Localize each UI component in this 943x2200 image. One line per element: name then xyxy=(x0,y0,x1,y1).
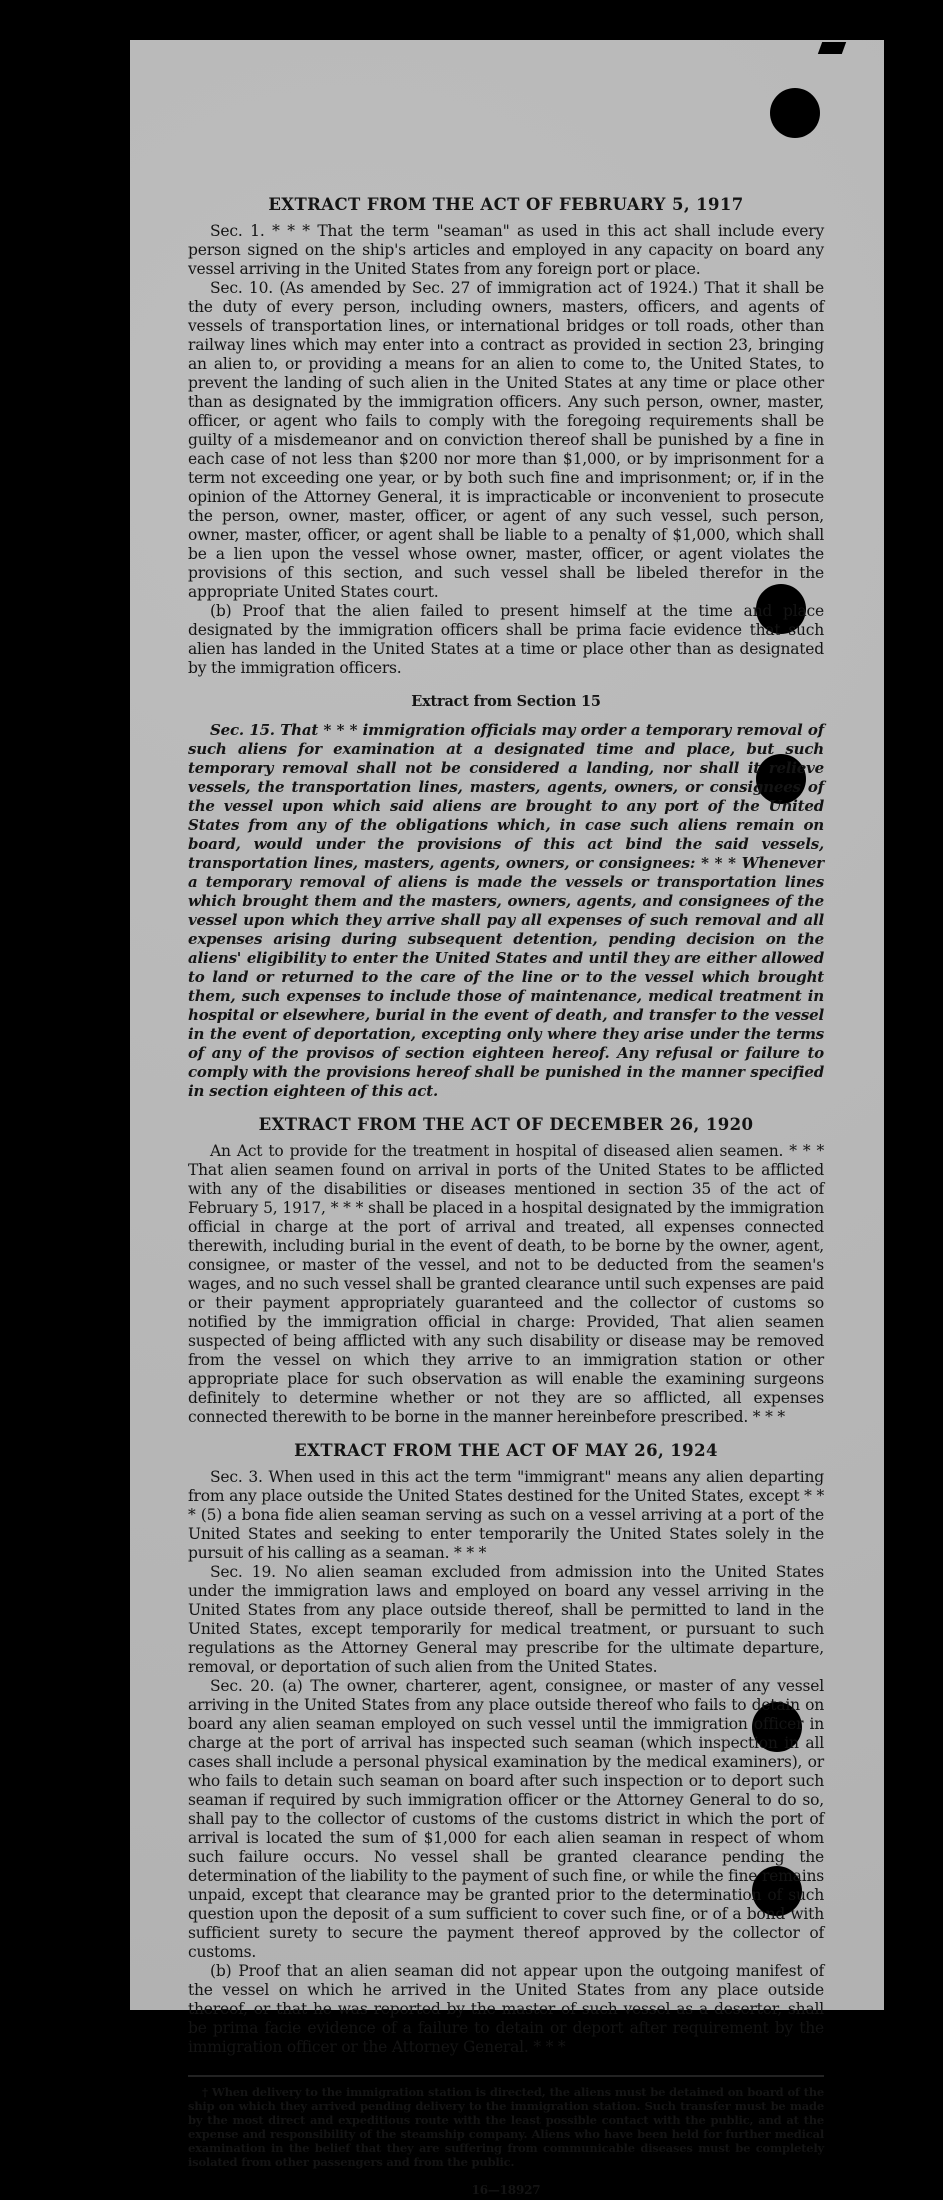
document-page xyxy=(130,40,884,2197)
paragraph: (b) Proof that the alien failed to present himself at the time and place designated by the immigration officers shall be prima facie evidence that such alien has landed in the United States at a time or place other than as designated by the immigration officers. xyxy=(188,602,824,677)
punch-hole-top xyxy=(770,88,820,138)
section-act-1917 xyxy=(188,195,824,678)
paper-tab-mark xyxy=(818,42,846,54)
form-code: 16—18927 xyxy=(471,2183,541,2197)
paragraph: Sec. 10. (As amended by Sec. 27 of immigration act of 1924.) That it shall be the duty of every person, including owners, masters, officers, and agents of vessels of transportation lines, or international bridges or toll roads, other than railway lines which may enter into a contract as provided in section 23, bringing an alien to, or providing a means for an alien to come to, the United States, to prevent the landing of such alien in the United States at any time or place other than as designated by the immigration officers. Any such person, owner, master, officer, or agent who fails to comply with the foregoing requirements shall be guilty of a misdemeanor and on conviction thereof shall be punished by a fine in each case of not less than $200 nor more than $1,000, or by imprisonment for a term not exceeding one year, or by both such fine and imprisonment; or, if in the opinion of the Attorney General, it is impracticable or inconvenient to prosecute the person, owner, master, officer, or agent of any such vessel, such person, owner, master, officer, or agent shall be liable to a penalty of $1,000, which shall be a lien upon the vessel whose owner, master, officer, or agent violates the provisions of this section, and such vessel shall be libeled therefor in the appropriate United States court. xyxy=(188,279,824,601)
section-act-1920 xyxy=(188,1115,824,1427)
heading-act-1924: EXTRACT FROM THE ACT OF MAY 26, 1924 xyxy=(294,1441,718,1460)
heading-section-15: Extract from Section 15 xyxy=(411,693,601,710)
heading-act-1920: EXTRACT FROM THE ACT OF DECEMBER 26, 1920 xyxy=(258,1115,754,1134)
section-15-extract xyxy=(188,692,824,1101)
footnote-divider xyxy=(188,2075,824,2077)
paragraph: Sec. 19. No alien seaman excluded from admission into the United States under the immigration laws and employed on board any vessel arriving in the United States from any place outside thereof, shall be permitted to land in the United States, except temporarily for medical treatment, or pursuant to such regulations as the Attorney General may prescribe for the ultimate departure, removal, or deportation of such alien from the United States. xyxy=(188,1563,824,1676)
paragraph: (b) Proof that an alien seaman did not appear upon the outgoing manifest of the vessel on which he arrived in the United States from any place outside thereof, or that he was reported by the master of such vessel as a deserter, shall be prima facie evidence of a failure to detain or deport after requirement by the immigration officer or the Attorney General. * * * xyxy=(188,1962,824,2056)
heading-act-1917: EXTRACT FROM THE ACT OF FEBRUARY 5, 1917 xyxy=(268,195,744,214)
footnote xyxy=(188,2085,824,2169)
document-body xyxy=(188,195,824,2200)
footnote-text: † When delivery to the immigration station is directed, the aliens must be detained on board of the ship on which they arrived pending delivery to the immigration station. Such transfer must be made by the most direct and expeditious route with the least possible contact with the public, and at the expense and responsibility of the steamship company. Aliens who have been held for further medical examination in the belief that they are suffering from communicable diseases must be completely isolated from other passengers and from the public. xyxy=(188,2085,824,2169)
paragraph: Sec. 20. (a) The owner, charterer, agent, consignee, or master of any vessel arriving in the United States from any place outside thereof who fails to detain on board any alien seaman employed on such vessel until the immigration officer in charge at the port of arrival has inspected such seaman (which inspection in all cases shall include a personal physical examination by the medical examiners), or who fails to detain such seaman on board after such inspection or to deport such seaman if required by such immigration officer or the Attorney General to do so, shall pay to the collector of customs of the customs district in which the port of arrival is located the sum of $1,000 for each alien seaman in respect of whom such failure occurs. No vessel shall be granted clearance pending the determination of the liability to the payment of such fine, or while the fine remains unpaid, except that clearance may be granted prior to the determination of such question upon the deposit of a sum sufficient to cover such fine, or of a bond with sufficient surety to secure the payment thereof approved by the collector of customs. xyxy=(188,1677,824,1961)
section-act-1924 xyxy=(188,1441,824,2057)
paragraph: An Act to provide for the treatment in hospital of diseased alien seamen. * * * That alien seamen found on arrival in ports of the United States to be afflicted with any of the disabilities or diseases mentioned in section 35 of the act of February 5, 1917, * * * shall be placed in a hospital designated by the immigration official in charge at the port of arrival and treated, all expenses connected therewith, including burial in the event of death, to be borne by the owner, agent, consignee, or master of the vessel, and not to be deducted from the seamen's wages, and no such vessel shall be granted clearance until such expenses are paid or their payment appropriately guaranteed and the collector of customs so notified by the immigration official in charge: Provided, That alien seamen suspected of being afflicted with any such disability or disease may be removed from the vessel on which they arrive to an immigration station or other appropriate place for such observation as will enable the examining surgeons definitely to determine whether or not they are so afflicted, all expenses connected therewith to be borne in the manner hereinbefore prescribed. * * * xyxy=(188,1142,824,1426)
paragraph: Sec. 15. That * * * immigration officials may order a temporary removal of such aliens for examination at a designated time and place, but such temporary removal shall not be considered a landing, nor shall it relieve vessels, the transportation lines, masters, agents, owners, or consignees of the vessel upon which said aliens are brought to any port of the United States from any of the obligations which, in case such aliens remain on board, would under the provisions of this act bind the said vessels, transportation lines, masters, agents, owners, or consignees: * * * Whenever a temporary removal of aliens is made the vessels or transportation lines which brought them and the masters, owners, agents, and consignees of the vessel upon which they arrive shall pay all expenses of such removal and all expenses arising during subsequent detention, pending decision on the aliens' eligibility to enter the United States and until they are either allowed to land or returned to the care of the line or to the vessel which brought them, such expenses to include those of maintenance, medical treatment in hospital or elsewhere, burial in the event of death, and transfer to the vessel in the event of deportation, excepting only where they arise under the terms of any of the provisos of section eighteen hereof. Any refusal or failure to comply with the provisions hereof shall be punished in the manner specified in section eighteen of this act. xyxy=(188,721,824,1100)
paragraph: Sec. 1. * * * That the term "seaman" as used in this act shall include every person signed on the ship's articles and employed in any capacity on board any vessel arriving in the United States from any foreign port or place. xyxy=(188,222,824,278)
paragraph: Sec. 3. When used in this act the term "immigrant" means any alien departing from any place outside the United States destined for the United States, except * * * (5) a bona fide alien seaman serving as such on a vessel arriving at a port of the United States and seeking to enter temporarily the United States solely in the pursuit of his calling as a seaman. * * * xyxy=(188,1468,824,1562)
